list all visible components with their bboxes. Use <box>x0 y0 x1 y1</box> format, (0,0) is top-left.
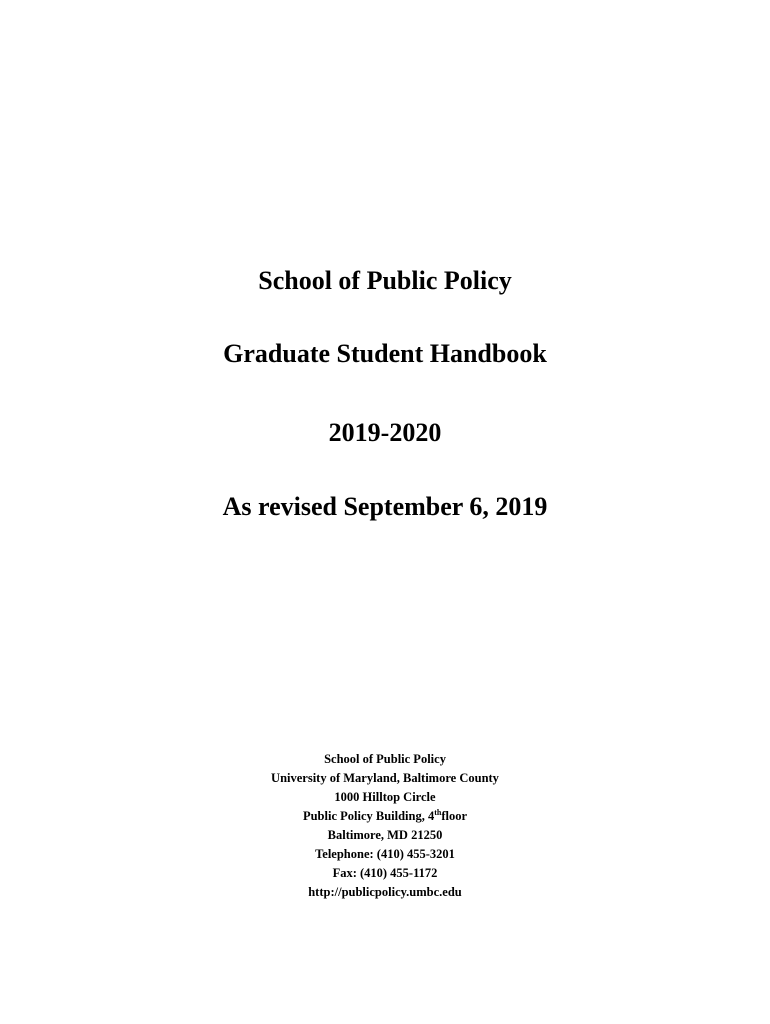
contact-building <box>0 807 770 826</box>
contact-fax: Fax: (410) 455-1172 <box>332 866 438 880</box>
contact-building-suffix: floor <box>441 809 468 823</box>
cover-handbook-title: Graduate Student Handbook <box>223 339 547 368</box>
cover-revision-date: As revised September 6, 2019 <box>222 492 548 521</box>
cover-academic-year: 2019-2020 <box>328 418 442 447</box>
contact-building-prefix: Public Policy Building, 4 <box>302 809 435 823</box>
contact-city: Baltimore, MD 21250 <box>327 828 443 842</box>
contact-street: 1000 Hilltop Circle <box>334 790 436 804</box>
contact-telephone: Telephone: (410) 455-3201 <box>315 847 455 861</box>
contact-website: http://publicpolicy.umbc.edu <box>308 885 462 899</box>
cover-school-title: School of Public Policy <box>258 266 512 295</box>
contact-building-ordinal: th <box>434 807 442 817</box>
contact-block <box>0 750 770 902</box>
contact-university: University of Maryland, Baltimore County <box>271 771 499 785</box>
contact-school: School of Public Policy <box>324 752 446 766</box>
